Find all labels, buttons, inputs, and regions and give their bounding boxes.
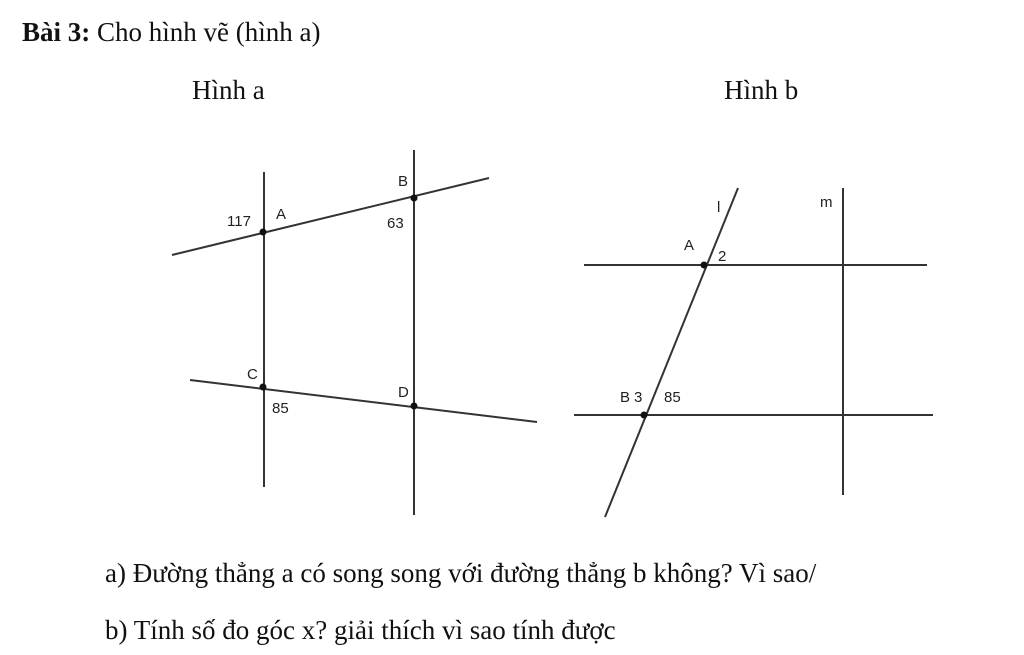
angle-label-2: 2: [718, 248, 727, 265]
point-a: [701, 262, 708, 269]
figure-a-title: Hình a: [192, 75, 265, 105]
point-b: [641, 412, 648, 419]
figure-a: [172, 150, 537, 515]
point-c: [260, 384, 267, 391]
line-cd: [190, 380, 537, 422]
figure-b-title: Hình b: [724, 75, 799, 105]
label-b: B: [398, 173, 409, 190]
label-m: m: [820, 194, 833, 211]
line-l: [605, 188, 738, 517]
exercise-number: Bài 3:: [22, 17, 91, 47]
label-c: C: [247, 366, 258, 383]
point-b: [411, 195, 418, 202]
label-a: A: [684, 237, 695, 254]
question-a: a) Đường thẳng a có song song với đường thẳng b không? Vì sao/: [105, 558, 817, 588]
label-b: B: [620, 389, 631, 406]
label-a: A: [276, 206, 287, 223]
angle-label-117: 117: [227, 213, 251, 230]
point-d: [411, 403, 418, 410]
label-l: l: [717, 199, 721, 216]
angle-label-3: 3: [634, 389, 643, 406]
line-ab: [172, 178, 489, 255]
question-b: b) Tính số đo góc x? giải thích vì sao tính được: [105, 615, 616, 645]
angle-label-85-b: 85: [664, 389, 681, 406]
label-d: D: [398, 384, 409, 401]
exercise-statement: Cho hình vẽ (hình a): [97, 17, 321, 47]
angle-label-63: 63: [387, 215, 404, 232]
figure-b: [574, 188, 933, 517]
angle-label-85-a: 85: [272, 400, 289, 417]
point-a: [260, 229, 267, 236]
